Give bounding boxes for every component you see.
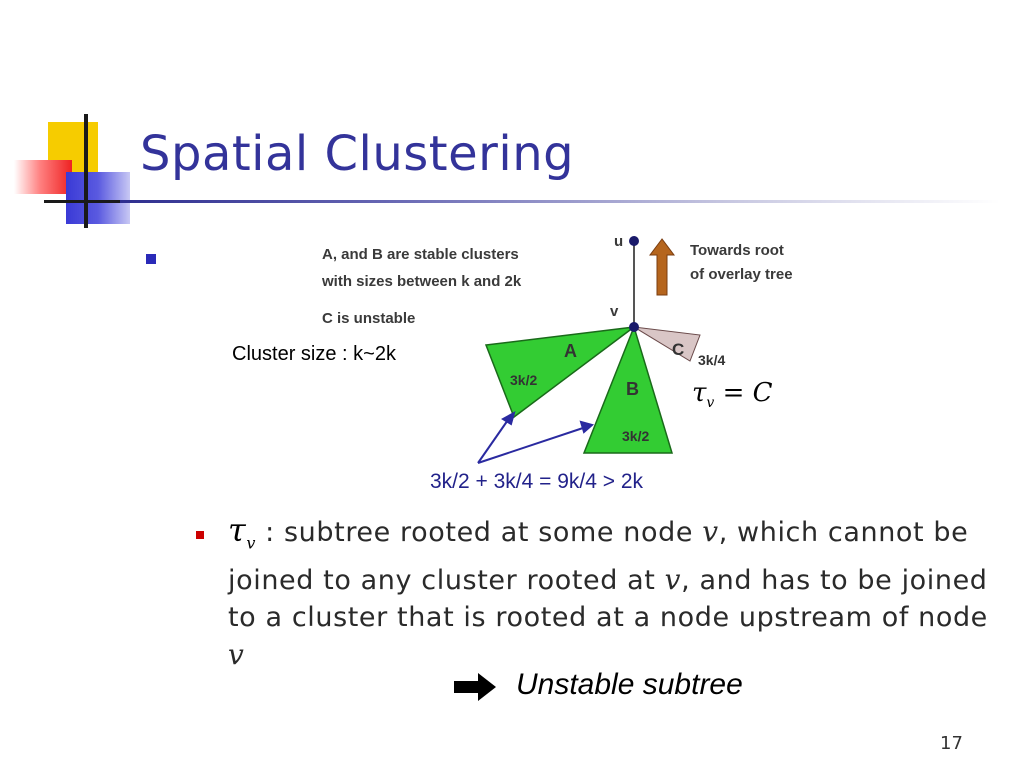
page-number: 17 (940, 733, 963, 754)
slide-title: Spatial Clustering (140, 126, 575, 182)
tau-subscript: v (706, 395, 715, 412)
cluster-c-size: 3k/4 (698, 352, 726, 368)
diagram-caption-line2: with sizes between k and 2k (322, 273, 522, 290)
cluster-c-label: C (672, 340, 685, 359)
title-ornament-blue (66, 172, 130, 224)
pointer-to-a (478, 417, 510, 463)
cluster-c-triangle (634, 327, 700, 361)
definition-part2: , which cannot be joined to any cluster rooted at (228, 517, 969, 597)
node-v-label: v (610, 303, 619, 320)
conclusion-text: Unstable subtree (516, 668, 743, 701)
title-underline (120, 200, 1000, 203)
pointer-to-a-head (503, 413, 514, 424)
definition-node3: v (228, 638, 245, 672)
root-note-line1: Towards root (690, 242, 784, 259)
node-v (629, 322, 639, 332)
cluster-a-size: 3k/2 (510, 372, 538, 388)
bullet-marker (196, 531, 204, 539)
right-arrow-icon (452, 670, 498, 704)
pointer-to-b (478, 427, 586, 463)
node-u (629, 236, 639, 246)
diagram-caption-line1: A, and B are stable clusters (322, 246, 519, 263)
definition-text (228, 512, 1008, 674)
definition-part1: : subtree rooted at some node (255, 517, 703, 548)
tau-subscript: v (246, 533, 256, 553)
bullet-marker (146, 254, 156, 264)
diagram-caption-line3: C is unstable (322, 310, 416, 327)
tau-equation-rhs: = C (722, 378, 773, 408)
node-u-label: u (614, 233, 624, 250)
tau-equation (692, 378, 773, 411)
root-note-line2: of overlay tree (690, 266, 793, 283)
cluster-a-label: A (564, 341, 577, 361)
tau-inline (228, 511, 256, 553)
title-ornament-vertical-line (84, 114, 88, 228)
size-sum-annotation: 3k/2 + 3k/4 = 9k/4 > 2k (430, 470, 644, 493)
definition-node2: v (664, 563, 682, 597)
cluster-size-label: Cluster size : k~2k (232, 343, 396, 365)
pointer-to-b-head (581, 422, 592, 432)
tau-symbol: τ (228, 511, 247, 549)
definition-part3: , and has to be joined to a cluster that is rooted at a node upstream of node (228, 565, 988, 634)
towards-root-arrow-icon (650, 239, 674, 295)
cluster-b-size: 3k/2 (622, 428, 650, 444)
title-ornament-red (14, 160, 72, 194)
cluster-b-label: B (626, 379, 639, 399)
definition-node1: v (702, 515, 719, 548)
tau-symbol: τ (692, 378, 707, 408)
